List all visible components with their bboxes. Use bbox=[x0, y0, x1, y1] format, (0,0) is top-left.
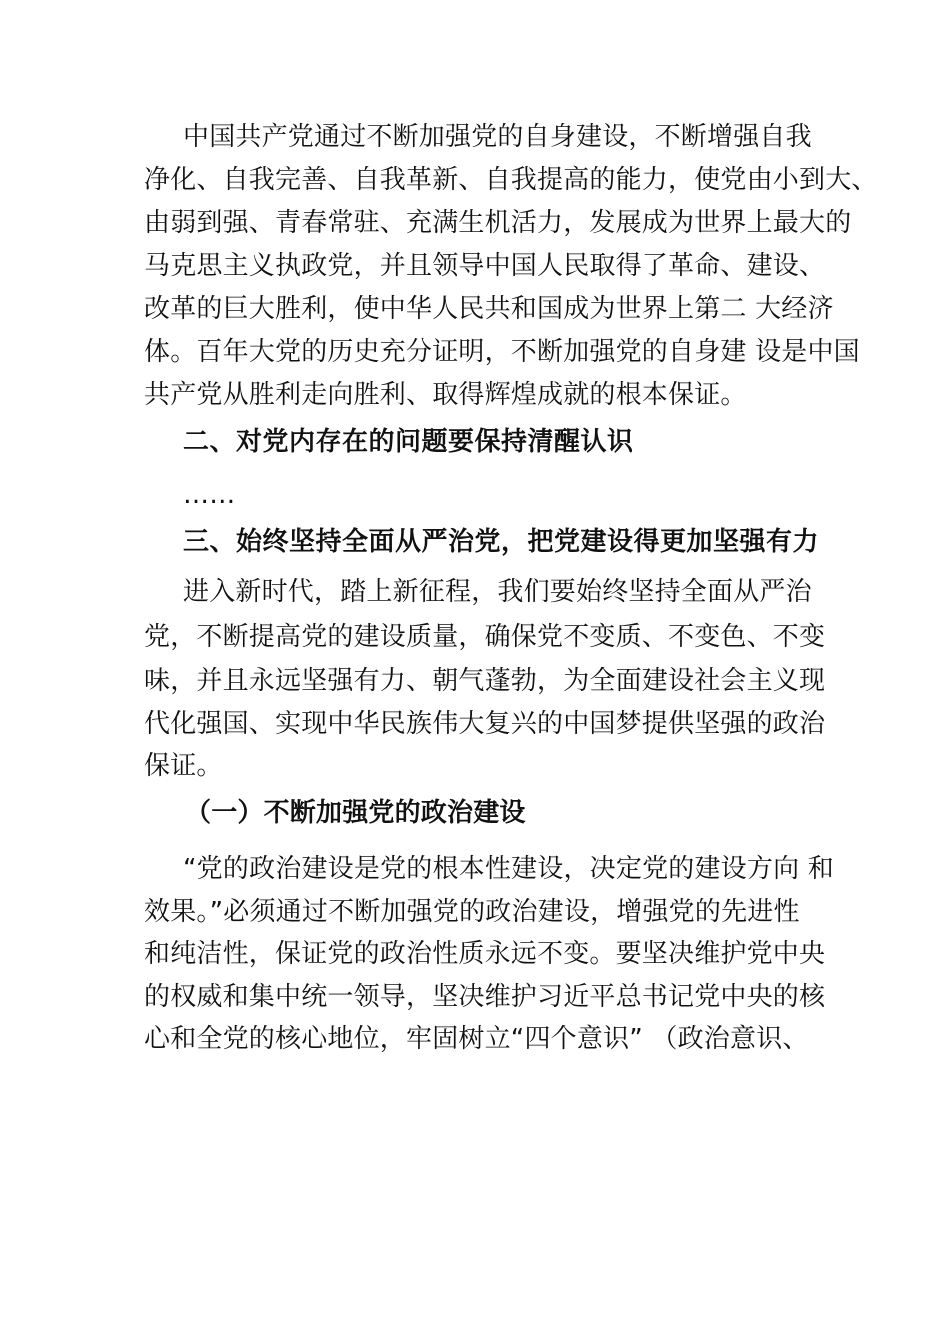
paragraph-3-line-5: 心和全党的核心地位，牢固树立“四个意识” （政治意识、 bbox=[144, 1024, 809, 1054]
subsection-1-heading: （一）不断加强党的政治建设 bbox=[185, 798, 526, 828]
paragraph-1-line-7: 共产党从胜利走向胜利、取得辉煌成就的根本保证。 bbox=[144, 380, 747, 410]
paragraph-1-line-6: 体。百年大党的历史充分证明，不断加强党的自身建 设是中国 bbox=[144, 337, 860, 367]
paragraph-1-line-1: 中国共产党通过不断加强党的自身建设，不断增强自我 bbox=[183, 122, 812, 152]
paragraph-2-line-3: 味，并且永远坚强有力、朝气蓬勃，为全面建设社会主义现 bbox=[144, 666, 826, 696]
paragraph-3-line-2: 效果。”必须通过不断加强党的政治建设，增强党的先进性 bbox=[144, 897, 800, 927]
section-3-heading: 三、始终坚持全面从严治党，把党建设得更加坚强有力 bbox=[183, 527, 820, 557]
paragraph-3-line-1: “党的政治建设是党的根本性建设，决定党的建设方向 和 bbox=[183, 854, 834, 884]
ellipsis: …… bbox=[183, 480, 236, 510]
paragraph-1-line-3: 由弱到强、青春常驻、充满生机活力，发展成为世界上最大的 bbox=[144, 208, 852, 238]
paragraph-3-line-3: 和纯洁性，保证党的政治性质永远不变。要坚决维护党中央 bbox=[144, 939, 826, 969]
paragraph-2-line-1: 进入新时代，踏上新征程，我们要始终坚持全面从严治 bbox=[183, 577, 812, 607]
paragraph-2-line-4: 代化强国、实现中华民族伟大复兴的中国梦提供坚强的政治 bbox=[144, 709, 826, 739]
paragraph-3-line-4: 的权威和集中统一领导，坚决维护习近平总书记党中央的核 bbox=[144, 982, 826, 1012]
paragraph-1-line-2: 净化、自我完善、自我革新、自我提高的能力，使党由小到大、 bbox=[144, 165, 878, 195]
paragraph-2-line-2: 党，不断提高党的建设质量，确保党不变质、不变色、不变 bbox=[144, 622, 826, 652]
section-2-heading: 二、对党内存在的问题要保持清醒认识 bbox=[183, 427, 634, 457]
paragraph-2-line-5: 保证。 bbox=[144, 751, 223, 781]
paragraph-1-line-5: 改革的巨大胜利，使中华人民共和国成为世界上第二 大经济 bbox=[144, 294, 834, 324]
paragraph-1-line-4: 马克思主义执政党，并且领导中国人民取得了革命、建设、 bbox=[144, 251, 826, 281]
